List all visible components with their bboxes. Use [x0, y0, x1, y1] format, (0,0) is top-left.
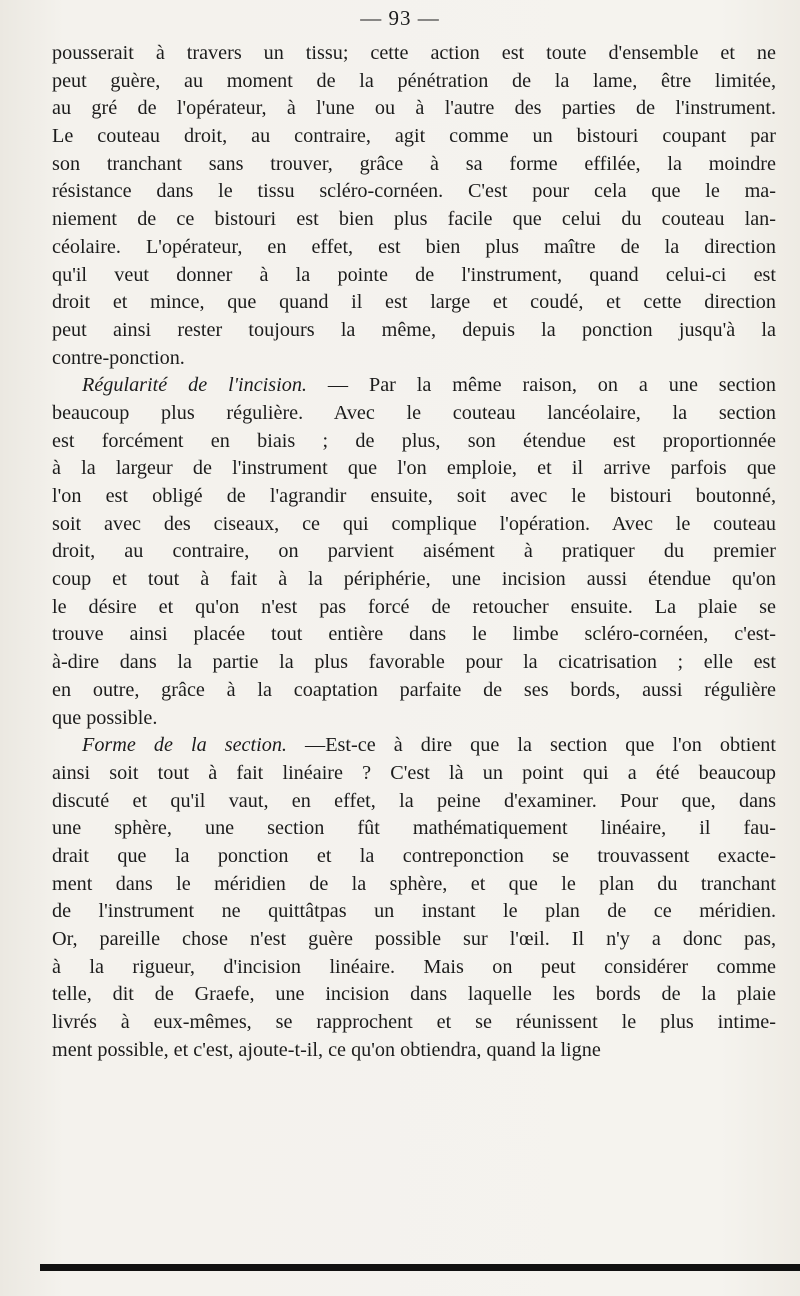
- text-line: son tranchant sans trouver, grâce à sa forme effilée, la moindre: [52, 152, 776, 175]
- section-heading-forme: Forme de la section.: [82, 734, 287, 757]
- text-line: une sphère, une section fût mathématiquement linéaire, il fau-: [52, 817, 776, 840]
- text-line: droit, au contraire, on parvient aisément à pratiquer du premier: [52, 540, 776, 563]
- text-line: discuté et qu'il vaut, en effet, la peine d'examiner. Pour que, dans: [52, 789, 776, 812]
- text-line: beaucoup plus régulière. Avec le couteau lancéolaire, la section: [52, 401, 776, 424]
- text-line: droit et mince, que quand il est large et coudé, et cette direction: [52, 291, 776, 314]
- text-line: résistance dans le tissu scléro-cornéen. C'est pour cela que le ma-: [52, 180, 776, 203]
- text-line: trouve ainsi placée tout entière dans le limbe scléro-cornéen, c'est-: [52, 623, 776, 646]
- text-line: à la rigueur, d'incision linéaire. Mais on peut considérer comme: [52, 955, 776, 978]
- body-text: [52, 40, 776, 1064]
- paragraph-first-line: [52, 732, 776, 760]
- section-heading-regularite: Régularité de l'incision.: [82, 374, 307, 397]
- text-line: pousserait à travers un tissu; cette action est toute d'ensemble et ne: [52, 42, 776, 64]
- text-line: ment possible, et c'est, ajoute-t-il, ce qu'on obtiendra, quand la ligne: [52, 1038, 601, 1061]
- text-line: au gré de l'opérateur, à l'une ou à l'autre des parties de l'instrument.: [52, 97, 776, 120]
- text-line: telle, dit de Graefe, une incision dans laquelle les bords de la plaie: [52, 983, 776, 1006]
- page-bottom-edge: [40, 1264, 800, 1271]
- text-line: à la largeur de l'instrument que l'on emploie, et il arrive parfois que: [52, 457, 776, 480]
- text-line: contre-ponction.: [52, 346, 185, 369]
- text-line: livrés à eux-mêmes, se rapprochent et se réunissent le plus intime-: [52, 1011, 776, 1034]
- text-line-rest: — Par la même raison, on a une section: [306, 374, 776, 397]
- text-line: que possible.: [52, 706, 158, 729]
- text-line: qu'il veut donner à la pointe de l'instrument, quand celui-ci est: [52, 263, 776, 286]
- text-line: ment dans le méridien de la sphère, et que le plan du tranchant: [52, 872, 776, 895]
- text-line: soit avec des ciseaux, ce qui complique l'opération. Avec le couteau: [52, 512, 776, 535]
- text-line: peut guère, au moment de la pénétration de la lame, être limitée,: [52, 69, 776, 92]
- text-line-rest: —Est-ce à dire que la section que l'on obtient: [286, 734, 776, 757]
- text-line: est forcément en biais ; de plus, son étendue est proportionnée: [52, 429, 776, 452]
- paragraph-first-line: [52, 372, 776, 400]
- text-line: coup et tout à fait à la périphérie, une incision aussi étendue qu'on: [52, 568, 776, 591]
- text-line: niement de ce bistouri est bien plus facile que celui du couteau lan-: [52, 208, 776, 231]
- text-line: en outre, grâce à la coaptation parfaite de ses bords, aussi régulière: [52, 678, 776, 701]
- text-line: l'on est obligé de l'agrandir ensuite, soit avec le bistouri boutonné,: [52, 485, 776, 507]
- text-line: le désire et qu'on n'est pas forcé de retoucher ensuite. La plaie se: [52, 595, 776, 618]
- text-line: peut ainsi rester toujours la même, depuis la ponction jusqu'à la: [52, 318, 776, 341]
- text-line: céolaire. L'opérateur, en effet, est bien plus maître de la direction: [52, 235, 776, 258]
- text-line: drait que la ponction et la contreponction se trouvassent exacte-: [52, 844, 776, 867]
- text-line: Or, pareille chose n'est guère possible sur l'œil. Il n'y a donc pas,: [52, 928, 776, 950]
- text-line: Le couteau droit, au contraire, agit comme un bistouri coupant par: [52, 125, 776, 148]
- page-number: — 93 —: [360, 6, 440, 30]
- text-line: à-dire dans la partie la plus favorable pour la cicatrisation ; elle est: [52, 651, 776, 674]
- text-line: de l'instrument ne quittâtpas un instant le plan de ce méridien.: [52, 900, 776, 923]
- text-line: ainsi soit tout à fait linéaire ? C'est là un point qui a été beaucoup: [52, 761, 776, 784]
